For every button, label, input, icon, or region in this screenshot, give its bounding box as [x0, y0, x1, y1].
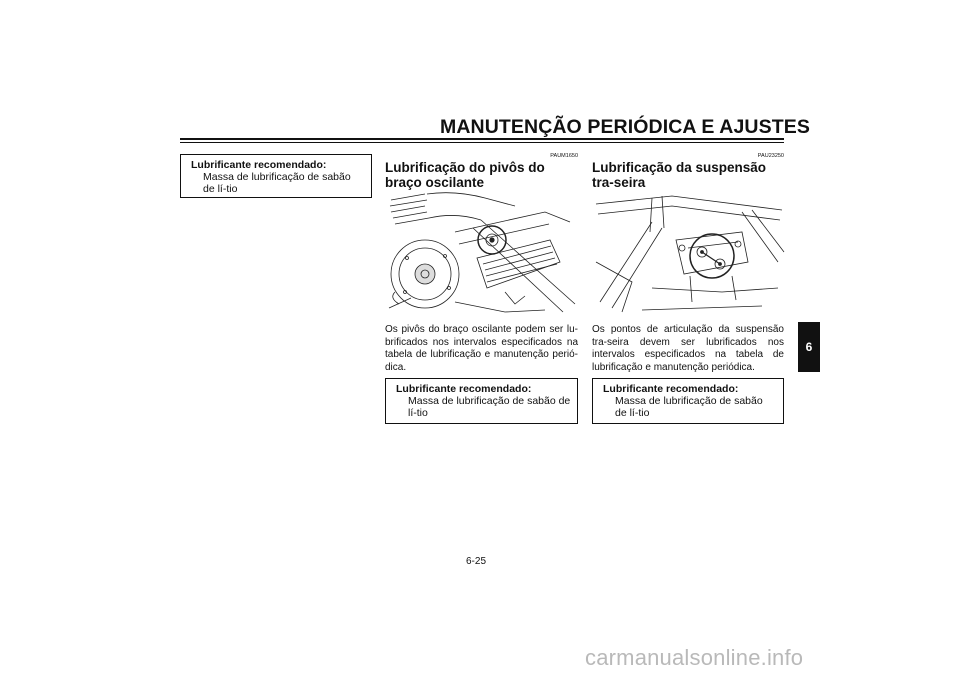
section-code: PAU23250 — [757, 153, 784, 159]
lubricant-box-middle — [385, 378, 578, 424]
section-title-swingarm: Lubrificação do pivôs do braço oscilante — [385, 160, 545, 190]
section-code: PAUM1650 — [550, 153, 578, 159]
page-number: 6-25 — [466, 556, 487, 567]
lubricant-box-body: Massa de lubrificação de sabão de lí-tio — [408, 395, 571, 419]
rear-suspension-paragraph: Os pontos de articulação da suspensão tra-seira devem ser lubrificados nos intervalos especificados na tabela de lubrificação e manutenção periódica. — [592, 324, 784, 373]
section-title-rear-suspension: Lubrificação da suspensão tra-seira — [592, 160, 767, 190]
swingarm-pivot-illustration — [385, 192, 578, 318]
header-rule — [180, 138, 784, 140]
swingarm-paragraph: Os pivôs do braço oscilante podem ser lu-brificados nos intervalos especificados na tabela de lubrificação e manutenção perió-dica. — [385, 324, 578, 373]
lubricant-box-left — [180, 154, 372, 198]
rear-suspension-illustration — [592, 192, 785, 318]
header-rule-thin — [180, 142, 784, 143]
lubricant-box-title: Lubrificante recomendado: — [191, 159, 327, 171]
watermark-text: carmanualsonline.info — [585, 645, 804, 670]
lubricant-box-right — [592, 378, 784, 424]
chapter-tab: 6 — [798, 322, 820, 372]
lubricant-box-body: Massa de lubrificação de sabão de lí-tio — [615, 395, 763, 419]
lubricant-box-title: Lubrificante recomendado: — [603, 383, 739, 395]
page-header-title: MANUTENÇÃO PERIÓDICA E AJUSTES — [440, 116, 810, 138]
lubricant-box-body: Massa de lubrificação de sabão de lí-tio — [203, 171, 351, 195]
lubricant-box-title: Lubrificante recomendado: — [396, 383, 532, 395]
